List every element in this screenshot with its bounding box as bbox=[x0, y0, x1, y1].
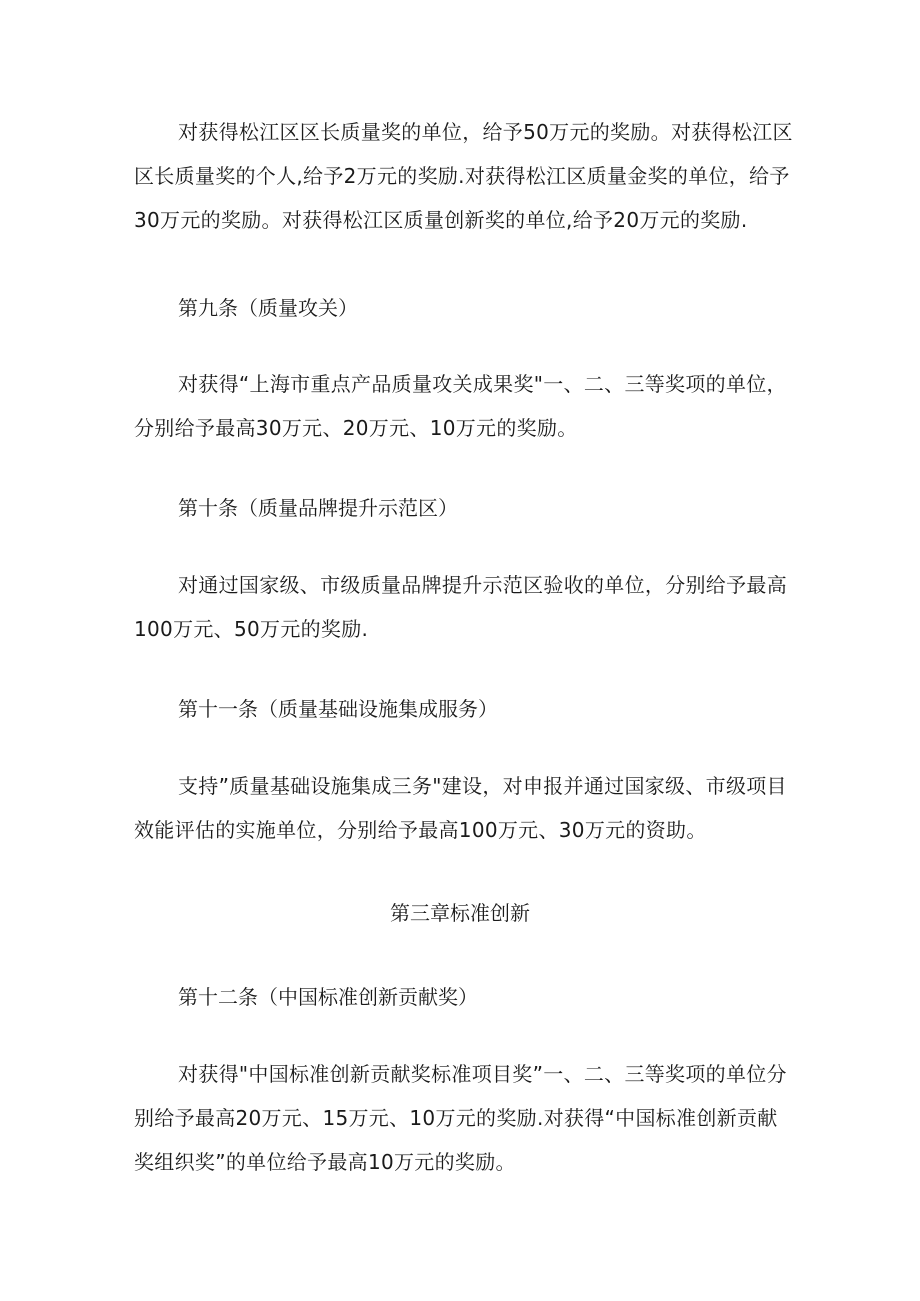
article-12-heading: 第十二条（中国标准创新贡献奖） bbox=[178, 985, 478, 1009]
article-9-heading: 第九条（质量攻关） bbox=[178, 296, 358, 320]
paragraph-infrastructure-service: 支持”质量基础设施集成三务"建设，对申报并通过国家级、市级项目效能评估的实施单位，分别给予最高100万元、30万元的资助。 bbox=[134, 774, 787, 842]
paragraph-brand-demo-zone: 对通过国家级、市级质量品牌提升示范区验收的单位，分别给予最高100万元、50万元的奖励. bbox=[134, 573, 787, 641]
article-10-heading: 第十条（质量品牌提升示范区） bbox=[178, 496, 458, 520]
paragraph-standard-innovation-award: 对获得"中国标准创新贡献奖标准项目奖”一、二、三等奖项的单位分别给予最高20万元、15万元、10万元的奖励.对获得“中国标准创新贡献奖组织奖”的单位给予最高10万元的奖励。 bbox=[134, 1062, 787, 1174]
paragraph-quality-tackling: 对获得“上海市重点产品质量攻关成果奖"一、二、三等奖项的单位，分别给予最高30万元、20万元、10万元的奖励。 bbox=[134, 372, 787, 440]
article-11-heading: 第十一条（质量基础设施集成服务） bbox=[178, 697, 498, 721]
chapter-3-title: 第三章标准创新 bbox=[390, 901, 530, 925]
paragraph-quality-award: 对获得松江区区长质量奖的单位，给予50万元的奖励。对获得松江区区长质量奖的个人,给予2万元的奖励.对获得松江区质量金奖的单位，给予30万元的奖励。对获得松江区质量创新奖的单位,给予20万元的奖励. bbox=[134, 120, 793, 232]
